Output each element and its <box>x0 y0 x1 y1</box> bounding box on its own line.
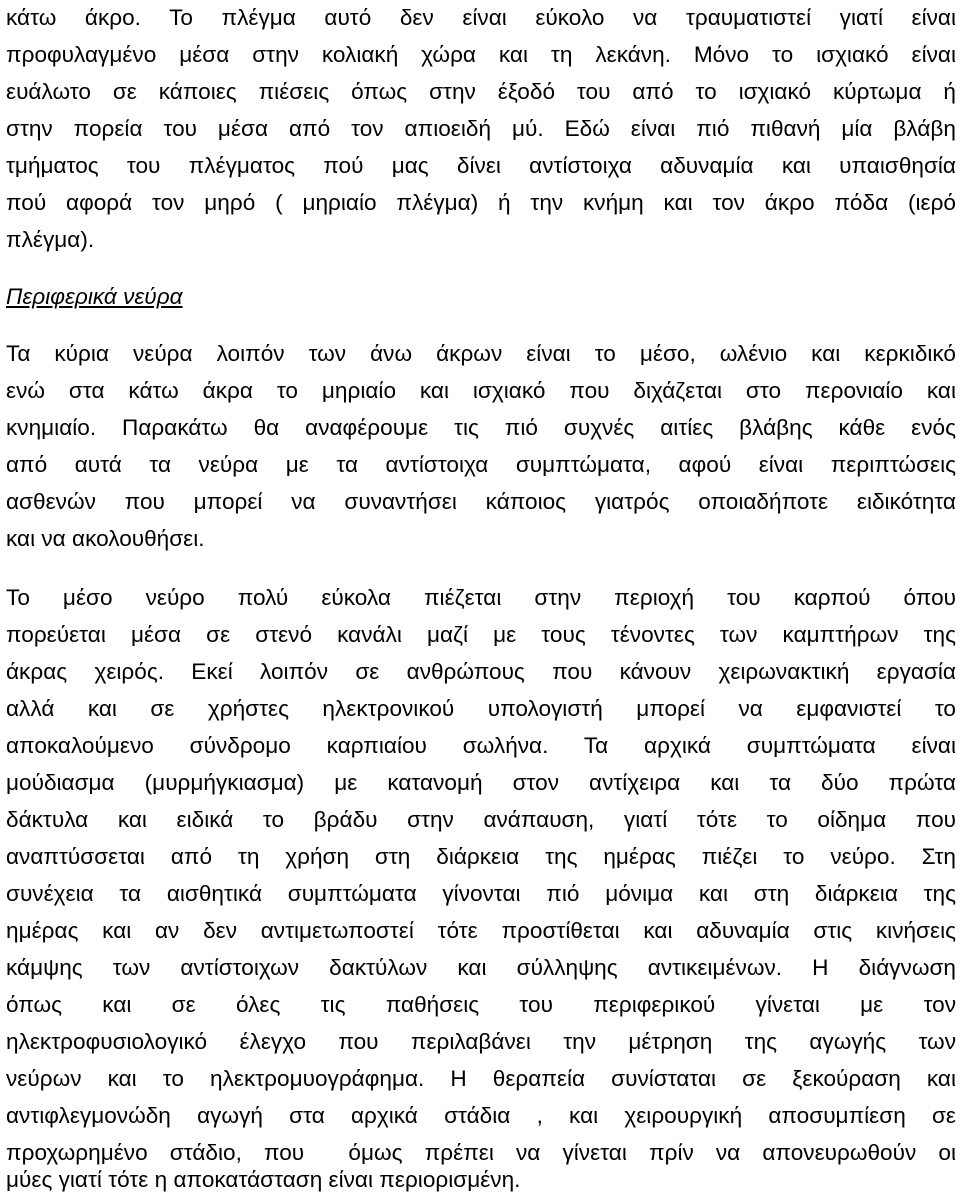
text-line: άκρας χειρός. Εκεί λοιπόν σε ανθρώπους που κάνουν χειρωνακτική εργασία <box>6 659 956 684</box>
text-line: δάκτυλα και ειδικά το βράδυ στην ανάπαυση, γιατί τότε το οίδημα που <box>6 807 956 832</box>
text-line: μύες γιατί τότε η αποκατάσταση είναι περιορισμένη. <box>6 1167 521 1192</box>
text-line: νεύρων και το ηλεκτρομυογράφημα. Η θεραπεία συνίσταται σε ξεκούραση και <box>6 1066 956 1091</box>
text-line: αλλά και σε χρήστες ηλεκτρονικού υπολογιστή μπορεί να εμφανιστεί το <box>6 696 956 721</box>
section-heading: Περιφερικά νεύρα <box>6 284 183 309</box>
text-line: αποκαλούμενο σύνδρομο καρπιαίου σωλήνα. Τα αρχικά συμπτώματα είναι <box>6 733 956 758</box>
text-line: ηλεκτροφυσιολογικό έλεγχο που περιλαβάνει την μέτρηση της αγωγής των <box>6 1029 956 1054</box>
text-line: όπως και σε όλες τις παθήσεις του περιφερικού γίνεται με τον <box>6 992 956 1017</box>
text-line: κάμψης των αντίστοιχων δακτύλων και σύλληψης αντικειμένων. Η διάγνωση <box>6 955 956 980</box>
text-line: από αυτά τα νεύρα με τα αντίστοιχα συμπτώματα, αφού είναι περιπτώσεις <box>6 452 956 477</box>
text-line: κνημιαίο. Παρακάτω θα αναφέρουμε τις πιό συχνές αιτίες βλάβης κάθε ενός <box>6 415 956 440</box>
text-line: Το μέσο νεύρο πολύ εύκολα πιέζεται στην περιοχή του καρπού όπου <box>6 585 956 610</box>
text-line: ευάλωτο σε κάποιες πιέσεις όπως στην έξοδό του από το ισχιακό κύρτωμα ή <box>6 79 956 104</box>
text-line: αναπτύσσεται από τη χρήση στη διάρκεια της ημέρας πιέζει το νεύρο. Στη <box>6 844 956 869</box>
text-line: μούδιασμα (μυρμήγκιασμα) με κατανομή στον αντίχειρα και τα δύο πρώτα <box>6 770 956 795</box>
text-line: πλέγμα). <box>6 227 95 252</box>
text-line: ημέρας και αν δεν αντιμετωποστεί τότε προστίθεται και αδυναμία στις κινήσεις <box>6 918 956 943</box>
text-line: προχωρημένο στάδιο, που όμως πρέπει να γίνεται πρίν να απονευρωθούν οι <box>6 1140 956 1165</box>
text-line: πού αφορά τον μηρό ( μηριαίο πλέγμα) ή την κνήμη και τον άκρο πόδα (ιερό <box>6 190 956 215</box>
text-line: και να ακολουθήσει. <box>6 526 205 551</box>
text-line: πορεύεται μέσα σε στενό κανάλι μαζί με τους τένοντες των καμπτήρων της <box>6 622 956 647</box>
text-line: Τα κύρια νεύρα λοιπόν των άνω άκρων είναι το μέσο, ωλένιο και κερκιδικό <box>6 341 956 366</box>
text-line: ασθενών που μπορεί να συναντήσει κάποιος γιατρός οποιαδήποτε ειδικότητα <box>6 489 956 514</box>
text-line: κάτω άκρο. Το πλέγμα αυτό δεν είναι εύκολο να τραυματιστεί γιατί είναι <box>6 5 956 30</box>
text-line: ενώ στα κάτω άκρα το μηριαίο και ισχιακό που διχάζεται στο περονιαίο και <box>6 378 956 403</box>
text-line: στην πορεία του μέσα από τον απιοειδή μύ. Εδώ είναι πιό πιθανή μία βλάβη <box>6 116 956 141</box>
text-line: προφυλαγμένο μέσα στην κολιακή χώρα και τη λεκάνη. Μόνο το ισχιακό είναι <box>6 42 956 67</box>
text-line: αντιφλεγμονώδη αγωγή στα αρχικά στάδια , και χειρουργική αποσυμπίεση σε <box>6 1103 956 1128</box>
text-line: τμήματος του πλέγματος πού μας δίνει αντίστοιχα αδυναμία και υπαισθησία <box>6 153 956 178</box>
text-line: συνέχεια τα αισθητικά συμπτώματα γίνονται πιό μόνιμα και στη διάρκεια της <box>6 881 956 906</box>
